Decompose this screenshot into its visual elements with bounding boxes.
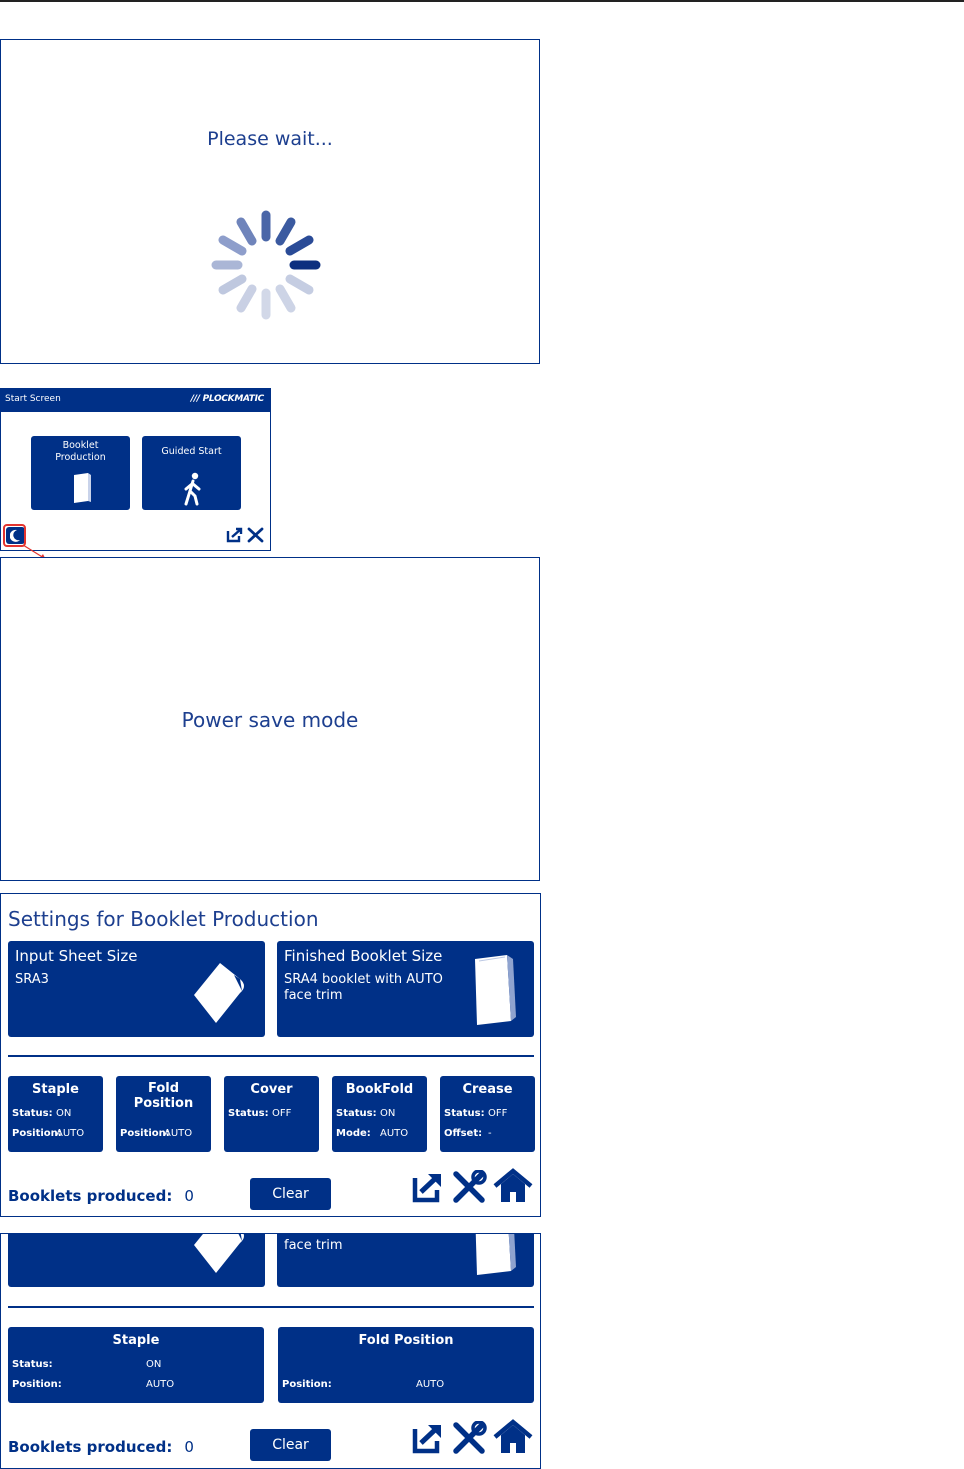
bookfold-title: BookFold: [345, 1082, 414, 1097]
tools-icon[interactable]: [247, 527, 264, 543]
settings-screen: [0, 893, 541, 1217]
staple-position-value: AUTO: [56, 1128, 85, 1139]
fold-position-label: Position:: [120, 1128, 170, 1139]
crease-offset-row: [444, 1128, 492, 1139]
booklet-production-label-1: Booklet: [62, 440, 99, 451]
staple-status-row: [12, 1108, 71, 1119]
divider: [8, 1055, 534, 1057]
input-sheet-size-title: Input Sheet Size: [15, 947, 138, 965]
input-sheet-size-tile[interactable]: [8, 941, 265, 1037]
loading-spinner-icon: [206, 205, 326, 325]
bookfold-status-row: [336, 1108, 395, 1119]
fold-position-title: Fold Position: [133, 1081, 194, 1111]
booklets-produced: [8, 1187, 194, 1205]
staple-status-row: [12, 1359, 260, 1370]
clear-button[interactable]: Clear: [250, 1429, 331, 1461]
booklets-produced-count: 0: [184, 1187, 194, 1205]
bookfold-tile[interactable]: [332, 1076, 427, 1152]
start-screen-title: Start Screen: [5, 394, 61, 404]
booklet-icon: [469, 1233, 519, 1277]
booklets-produced-label: Booklets produced:: [8, 1187, 173, 1205]
fold-position-value: AUTO: [164, 1128, 193, 1139]
bookfold-mode-label: Mode:: [336, 1128, 371, 1139]
staple-title: Staple: [112, 1333, 160, 1348]
plockmatic-logo: /// PLOCKMATIC: [190, 394, 264, 404]
staple-status-value: ON: [56, 1108, 72, 1119]
fold-position-tile[interactable]: [278, 1327, 534, 1403]
crease-title: Crease: [462, 1082, 513, 1097]
wait-message: Please wait...: [207, 128, 333, 150]
home-icon[interactable]: [493, 1419, 533, 1455]
cover-status-label: Status:: [228, 1108, 269, 1119]
bookfold-mode-row: [336, 1128, 408, 1139]
bookfold-status-label: Status:: [336, 1108, 377, 1119]
start-screen: [0, 388, 271, 551]
booklet-production-label-2: Production: [55, 452, 106, 463]
finished-booklet-size-title: Finished Booklet Size: [284, 947, 443, 965]
guided-start-label: Guided Start: [161, 446, 222, 457]
page-top-rule: [0, 0, 964, 2]
finished-booklet-size-value-2: face trim: [284, 988, 343, 1003]
fold-position-title: Fold Position: [358, 1333, 454, 1348]
staple-tile[interactable]: [8, 1327, 264, 1403]
fold-position-tile[interactable]: [116, 1076, 211, 1152]
sheet-icon: [190, 1233, 252, 1279]
staple-tile[interactable]: [8, 1076, 103, 1152]
staple-status-label: Status:: [12, 1108, 53, 1119]
crease-offset-value: -: [488, 1128, 492, 1139]
settings-title: Settings for Booklet Production: [8, 907, 319, 931]
staple-position-label: Position:: [12, 1379, 62, 1390]
input-sheet-size-value: SRA3: [15, 972, 49, 987]
crease-status-label: Status:: [444, 1108, 485, 1119]
fold-position-row: [282, 1379, 530, 1390]
input-sheet-size-tile[interactable]: [8, 1233, 265, 1287]
bookfold-mode-value: AUTO: [380, 1128, 409, 1139]
crease-status-row: [444, 1108, 507, 1119]
divider: [8, 1306, 534, 1308]
cover-status-row: [228, 1108, 291, 1119]
booklet-icon: [469, 951, 519, 1027]
power-save-screen[interactable]: [0, 557, 540, 881]
staple-status-value: ON: [146, 1359, 162, 1370]
cover-tile[interactable]: [224, 1076, 319, 1152]
settings-screen-variant: [0, 1233, 541, 1469]
staple-position-row: [12, 1128, 84, 1139]
fold-position-label: Position:: [282, 1379, 332, 1390]
staple-title: Staple: [32, 1082, 79, 1097]
fold-position-value: AUTO: [416, 1379, 445, 1390]
crease-status-value: OFF: [488, 1108, 508, 1119]
booklet-icon: [70, 472, 94, 504]
export-icon[interactable]: [411, 1170, 445, 1204]
tools-icon[interactable]: [451, 1421, 487, 1455]
walking-person-icon: [180, 472, 206, 506]
wait-screen: [0, 39, 540, 364]
staple-position-value: AUTO: [146, 1379, 175, 1390]
clear-button[interactable]: Clear: [250, 1178, 331, 1210]
staple-position-row: [12, 1379, 260, 1390]
booklets-produced: [8, 1438, 194, 1456]
booklet-production-tile[interactable]: [31, 436, 130, 510]
home-icon[interactable]: [493, 1168, 533, 1204]
crease-offset-label: Offset:: [444, 1128, 483, 1139]
crease-tile[interactable]: [440, 1076, 535, 1152]
finished-booklet-size-tile[interactable]: [277, 1233, 534, 1287]
export-icon[interactable]: [226, 527, 244, 543]
cover-title: Cover: [250, 1082, 293, 1097]
staple-status-label: Status:: [12, 1359, 53, 1370]
staple-position-label: Position:: [12, 1128, 62, 1139]
cover-status-value: OFF: [272, 1108, 292, 1119]
booklets-produced-count: 0: [184, 1438, 194, 1456]
sheet-icon: [190, 957, 252, 1029]
fold-position-row: [120, 1128, 192, 1139]
export-icon[interactable]: [411, 1421, 445, 1455]
tools-icon[interactable]: [451, 1170, 487, 1204]
start-screen-header: [1, 389, 270, 412]
power-save-message: Power save mode: [181, 708, 359, 732]
finished-booklet-size-value-1: SRA4 booklet with AUTO: [284, 972, 443, 987]
guided-start-tile[interactable]: [142, 436, 241, 510]
bookfold-status-value: ON: [380, 1108, 396, 1119]
finished-booklet-size-value-2: face trim: [284, 1238, 343, 1253]
finished-booklet-size-tile[interactable]: [277, 941, 534, 1037]
booklets-produced-label: Booklets produced:: [8, 1438, 173, 1456]
